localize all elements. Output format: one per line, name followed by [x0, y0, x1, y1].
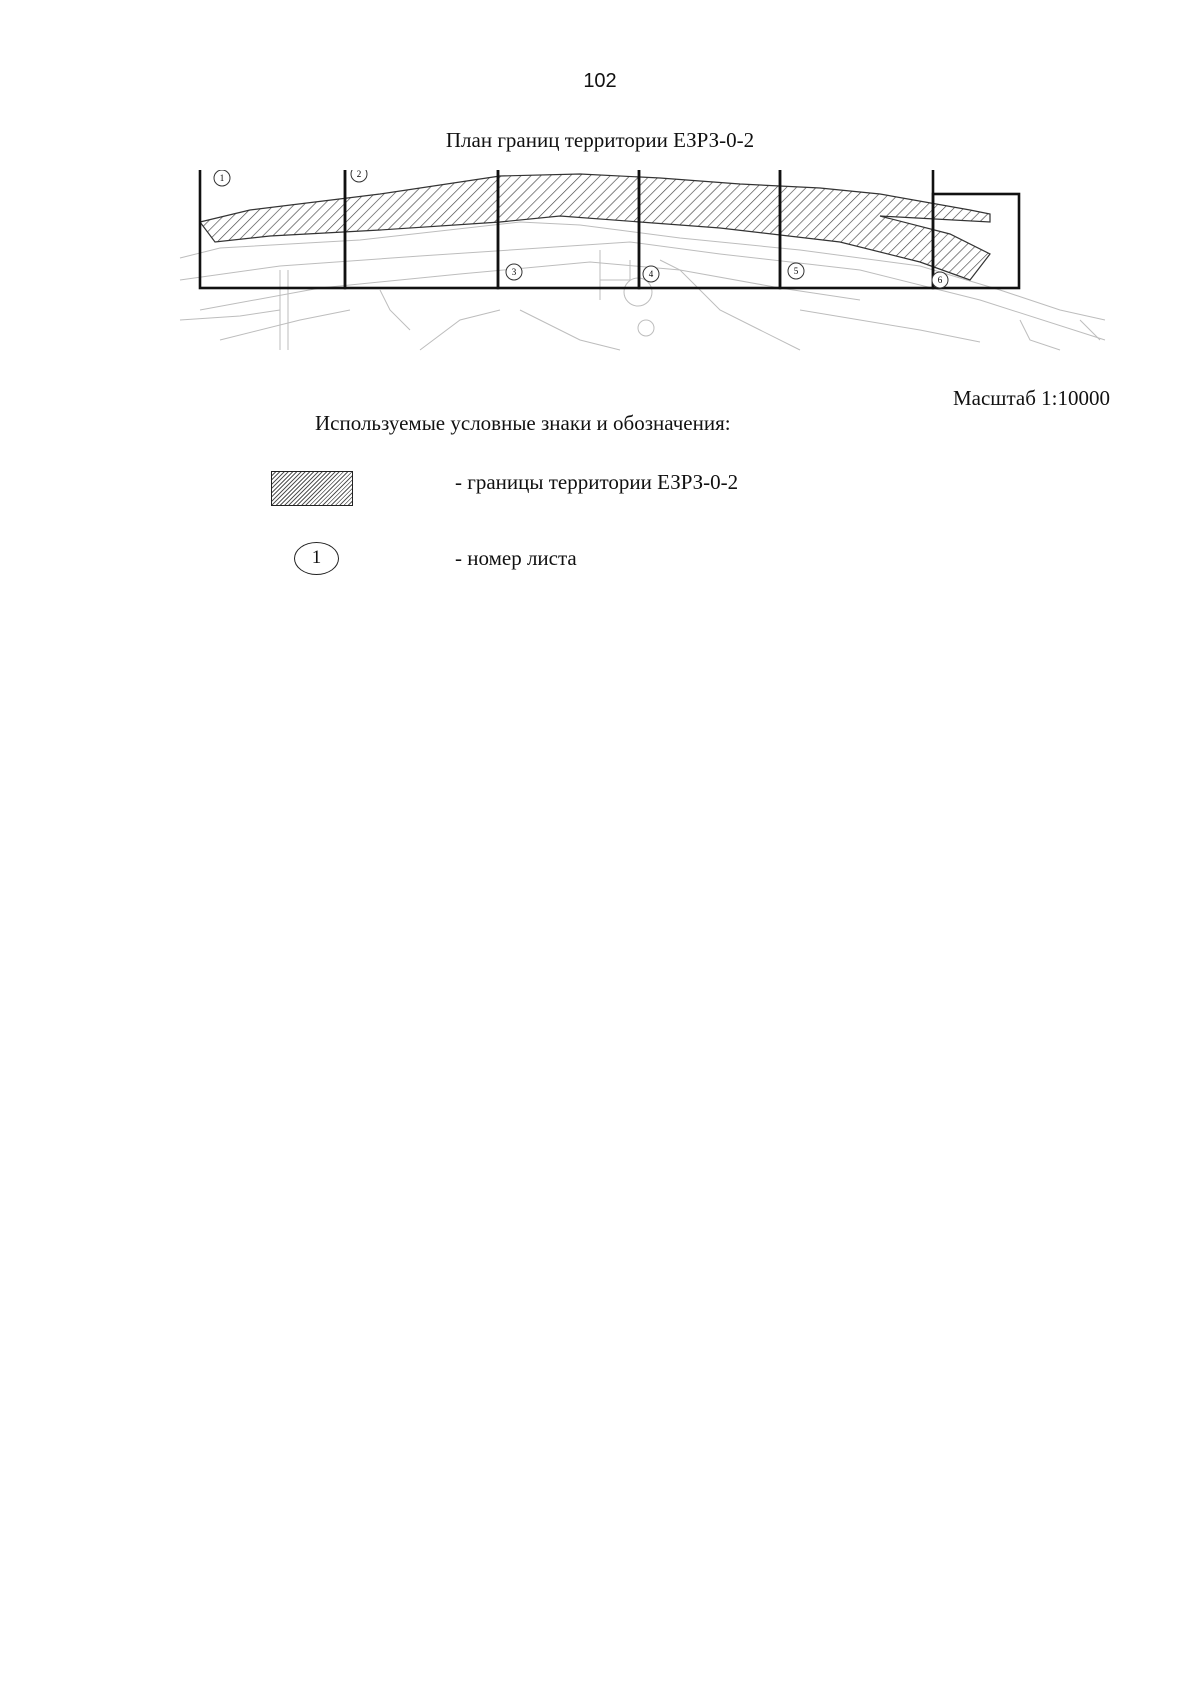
legend-label-boundary: - границы территории ЕЗРЗ-0-2 [455, 470, 739, 494]
sheet-number-4-label: 4 [648, 269, 654, 279]
sheet-number-5-label: 5 [793, 266, 799, 276]
sheet-number-2 [351, 170, 367, 182]
sheet-number-3 [506, 264, 522, 280]
sheet-number-4 [643, 266, 659, 282]
base-map-lines [180, 222, 1105, 350]
sheet-number-1 [214, 170, 230, 186]
scale-label: Масштаб 1:10000 [952, 386, 1110, 410]
sheet-number-2-label: 2 [356, 170, 362, 179]
page-number: 102 [583, 70, 617, 92]
hatched-boundary-symbol [271, 471, 353, 506]
plan-title: План границ территории ЕЗРЗ-0-2 [445, 128, 755, 152]
sheet-number-5 [788, 263, 804, 279]
sheet-number-3-label: 3 [511, 267, 517, 277]
legend-heading: Используемые условные знаки и обозначения: [315, 411, 731, 435]
legend-label-sheet-number: - номер листа [455, 546, 577, 570]
territory-map [160, 170, 1120, 360]
sheet-number-symbol: 1 [294, 542, 339, 575]
sheet-number-6-label: 6 [937, 275, 943, 285]
sheet-number-1-label: 1 [219, 173, 225, 183]
sheet-number-6 [932, 272, 948, 288]
